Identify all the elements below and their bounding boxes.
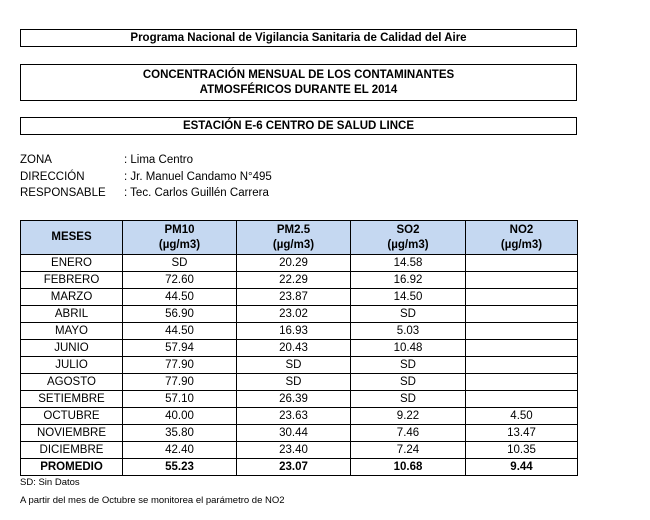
so2-cell: 10.48 xyxy=(351,340,466,357)
no2-cell xyxy=(466,255,578,272)
pm10-cell: 40.00 xyxy=(123,408,237,425)
zona-value: : Lima Centro xyxy=(124,154,194,166)
header-no2 xyxy=(466,221,578,255)
pm10-cell: 42.40 xyxy=(123,442,237,459)
so2-cell: 7.46 xyxy=(351,425,466,442)
table-header-row xyxy=(21,221,578,255)
pm10-cell: 57.94 xyxy=(123,340,237,357)
month-cell: JUNIO xyxy=(21,340,123,357)
so2-cell: 14.50 xyxy=(351,289,466,306)
so2-cell: 5.03 xyxy=(351,323,466,340)
pm10-cell: 77.90 xyxy=(123,374,237,391)
pm25-cell: SD xyxy=(237,357,351,374)
header-pm10-unit: (µg/m3) xyxy=(158,238,201,251)
so2-cell: 9.22 xyxy=(351,408,466,425)
pm25-cell: 20.43 xyxy=(237,340,351,357)
pm25-cell: 23.87 xyxy=(237,289,351,306)
month-cell: MARZO xyxy=(21,289,123,306)
header-pm10 xyxy=(123,221,237,255)
month-cell: NOVIEMBRE xyxy=(21,425,123,442)
pm10-cell: 35.80 xyxy=(123,425,237,442)
responsable-label: RESPONSABLE xyxy=(20,187,106,199)
table-row xyxy=(21,323,578,340)
report-title-line-2: ATMOSFÉRICOS DURANTE EL 2014 xyxy=(199,84,398,96)
info-row-direccion xyxy=(20,169,272,186)
header-so2 xyxy=(351,221,466,255)
no2-cell: 10.35 xyxy=(466,442,578,459)
pm10-cell: 77.90 xyxy=(123,357,237,374)
no2-average: 9.44 xyxy=(466,459,578,476)
pm10-cell: 44.50 xyxy=(123,323,237,340)
no2-cell: 4.50 xyxy=(466,408,578,425)
month-cell: FEBRERO xyxy=(21,272,123,289)
pm25-cell: 22.29 xyxy=(237,272,351,289)
report-title xyxy=(20,64,577,101)
pm25-cell: SD xyxy=(237,374,351,391)
header-meses xyxy=(21,221,123,255)
direccion-value: : Jr. Manuel Candamo N°495 xyxy=(124,170,272,183)
so2-average: 10.68 xyxy=(351,459,466,476)
table-row xyxy=(21,442,578,459)
so2-cell: SD xyxy=(351,357,466,374)
pm25-average: 23.07 xyxy=(237,459,351,476)
table-row xyxy=(21,340,578,357)
header-meses-label: MESES xyxy=(51,231,92,243)
pm10-cell: 72.60 xyxy=(123,272,237,289)
no2-cell xyxy=(466,374,578,391)
month-cell: MAYO xyxy=(21,323,123,340)
so2-cell: 16.92 xyxy=(351,272,466,289)
no2-cell xyxy=(466,272,578,289)
table-row xyxy=(21,255,578,272)
no2-cell xyxy=(466,357,578,374)
average-row xyxy=(21,459,578,476)
table-row xyxy=(21,289,578,306)
month-cell: ABRIL xyxy=(21,306,123,323)
month-cell: DICIEMBRE xyxy=(21,442,123,459)
note-no2: A partir del mes de Octubre se monitorea el parámetro de NO2 xyxy=(20,495,285,506)
month-cell: JULIO xyxy=(21,357,123,374)
pm25-cell: 23.02 xyxy=(237,306,351,323)
table-row xyxy=(21,374,578,391)
table-row xyxy=(21,408,578,425)
pm25-cell: 23.40 xyxy=(237,442,351,459)
table-row xyxy=(21,306,578,323)
average-label: PROMEDIO xyxy=(21,459,123,476)
note-sin-datos: SD: Sin Datos xyxy=(20,477,80,488)
month-cell: SETIEMBRE xyxy=(21,391,123,408)
no2-cell xyxy=(466,391,578,408)
pm10-cell: 56.90 xyxy=(123,306,237,323)
so2-cell: SD xyxy=(351,374,466,391)
no2-cell: 13.47 xyxy=(466,425,578,442)
so2-cell: SD xyxy=(351,306,466,323)
header-no2-label: NO2 xyxy=(509,223,534,236)
so2-cell: 7.24 xyxy=(351,442,466,459)
table-row xyxy=(21,391,578,408)
program-title-text: Programa Nacional de Vigilancia Sanitaria de Calidad del Aire xyxy=(130,32,467,44)
month-cell: OCTUBRE xyxy=(21,408,123,425)
month-cell: ENERO xyxy=(21,255,123,272)
pm10-average: 55.23 xyxy=(123,459,237,476)
header-so2-label: SO2 xyxy=(396,223,420,236)
table-row xyxy=(21,357,578,374)
so2-cell: 14.58 xyxy=(351,255,466,272)
pm10-cell: 57.10 xyxy=(123,391,237,408)
info-row-responsable xyxy=(20,185,272,202)
no2-cell xyxy=(466,323,578,340)
table-row xyxy=(21,425,578,442)
pm25-cell: 23.63 xyxy=(237,408,351,425)
direccion-label: DIRECCIÓN xyxy=(20,170,85,183)
no2-cell xyxy=(466,340,578,357)
pollutant-table xyxy=(20,220,578,476)
pm25-cell: 20.29 xyxy=(237,255,351,272)
station-title-text: ESTACIÓN E-6 CENTRO DE SALUD LINCE xyxy=(182,120,415,132)
header-so2-unit: (µg/m3) xyxy=(387,238,429,251)
table-row xyxy=(21,272,578,289)
so2-cell: SD xyxy=(351,391,466,408)
header-pm25 xyxy=(237,221,351,255)
pm10-cell: SD xyxy=(123,255,237,272)
station-title xyxy=(20,117,577,135)
report-title-line-1: CONCENTRACIÓN MENSUAL DE LOS CONTAMINANTES xyxy=(142,69,455,81)
header-pm25-label: PM2.5 xyxy=(276,223,311,236)
header-no2-unit: (µg/m3) xyxy=(500,238,543,251)
no2-cell xyxy=(466,306,578,323)
pm25-cell: 16.93 xyxy=(237,323,351,340)
header-pm10-label: PM10 xyxy=(164,223,195,236)
station-info xyxy=(20,152,272,202)
pm25-cell: 26.39 xyxy=(237,391,351,408)
pm10-cell: 44.50 xyxy=(123,289,237,306)
responsable-value: : Tec. Carlos Guillén Carrera xyxy=(124,187,269,199)
no2-cell xyxy=(466,289,578,306)
program-title xyxy=(20,29,577,47)
pm25-cell: 30.44 xyxy=(237,425,351,442)
header-pm25-unit: (µg/m3) xyxy=(272,238,315,251)
month-cell: AGOSTO xyxy=(21,374,123,391)
info-row-zona xyxy=(20,152,272,169)
zona-label: ZONA xyxy=(20,154,52,166)
